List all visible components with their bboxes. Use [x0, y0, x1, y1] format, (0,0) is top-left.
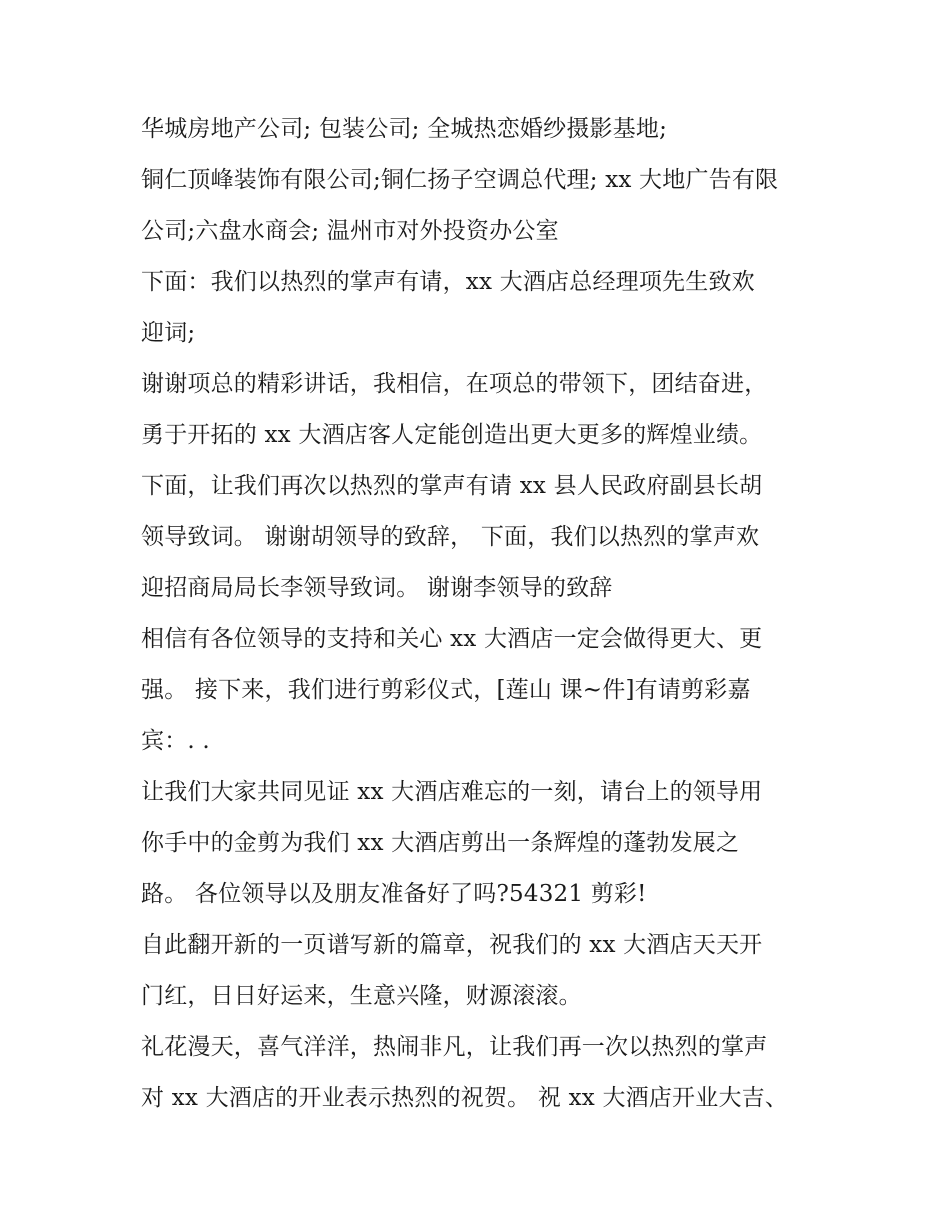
text-line: 宾：. .	[141, 728, 210, 754]
text-line: 迎词;	[141, 320, 196, 346]
text-line: 让我们大家共同见证 xx 大酒店难忘的一刻，请台上的领导用	[141, 779, 763, 805]
text-line: 自此翻开新的一页谱写新的篇章，祝我们的 xx 大酒店天天开	[141, 932, 763, 958]
text-line: 你手中的金剪为我们 xx 大酒店剪出一条辉煌的蓬勃发展之	[141, 830, 740, 856]
text-line: 勇于开拓的 xx 大酒店客人定能创造出更大更多的辉煌业绩。	[141, 422, 763, 448]
document-body	[141, 104, 841, 1124]
text-line: 下面，让我们再次以热烈的掌声有请 xx 县人民政府副县长胡	[141, 473, 763, 499]
text-line: 强。 接下来，我们进行剪彩仪式，[莲山 课~件]有请剪彩嘉	[141, 677, 751, 703]
text-line: 华城房地产公司; 包装公司; 全城热恋婚纱摄影基地;	[141, 116, 668, 142]
text-line: 门红，日日好运来，生意兴隆，财源滚滚。	[141, 983, 582, 1009]
text-line: 下面：我们以热烈的掌声有请，xx 大酒店总经理项先生致欢	[141, 269, 755, 295]
text-line: 迎招商局局长李领导致词。 谢谢李领导的致辞	[141, 575, 613, 601]
text-line: 对 xx 大酒店的开业表示热烈的祝贺。 祝 xx 大酒店开业大吉、	[141, 1085, 789, 1111]
text-line: 公司;六盘水商会; 温州市对外投资办公室	[141, 218, 559, 244]
text-line: 领导致词。 谢谢胡领导的致辞， 下面，我们以热烈的掌声欢	[141, 524, 760, 550]
text-line: 谢谢项总的精彩讲话，我相信，在项总的带领下，团结奋进，	[141, 371, 768, 397]
text-line: 路。 各位领导以及朋友准备好了吗?54321 剪彩!	[141, 881, 647, 907]
text-line: 铜仁顶峰装饰有限公司;铜仁扬子空调总代理; xx 大地广告有限	[141, 167, 779, 193]
text-line: 相信有各位领导的支持和关心 xx 大酒店一定会做得更大、更	[141, 626, 763, 652]
text-line: 礼花漫天，喜气洋洋，热闹非凡，让我们再一次以热烈的掌声	[141, 1034, 768, 1060]
